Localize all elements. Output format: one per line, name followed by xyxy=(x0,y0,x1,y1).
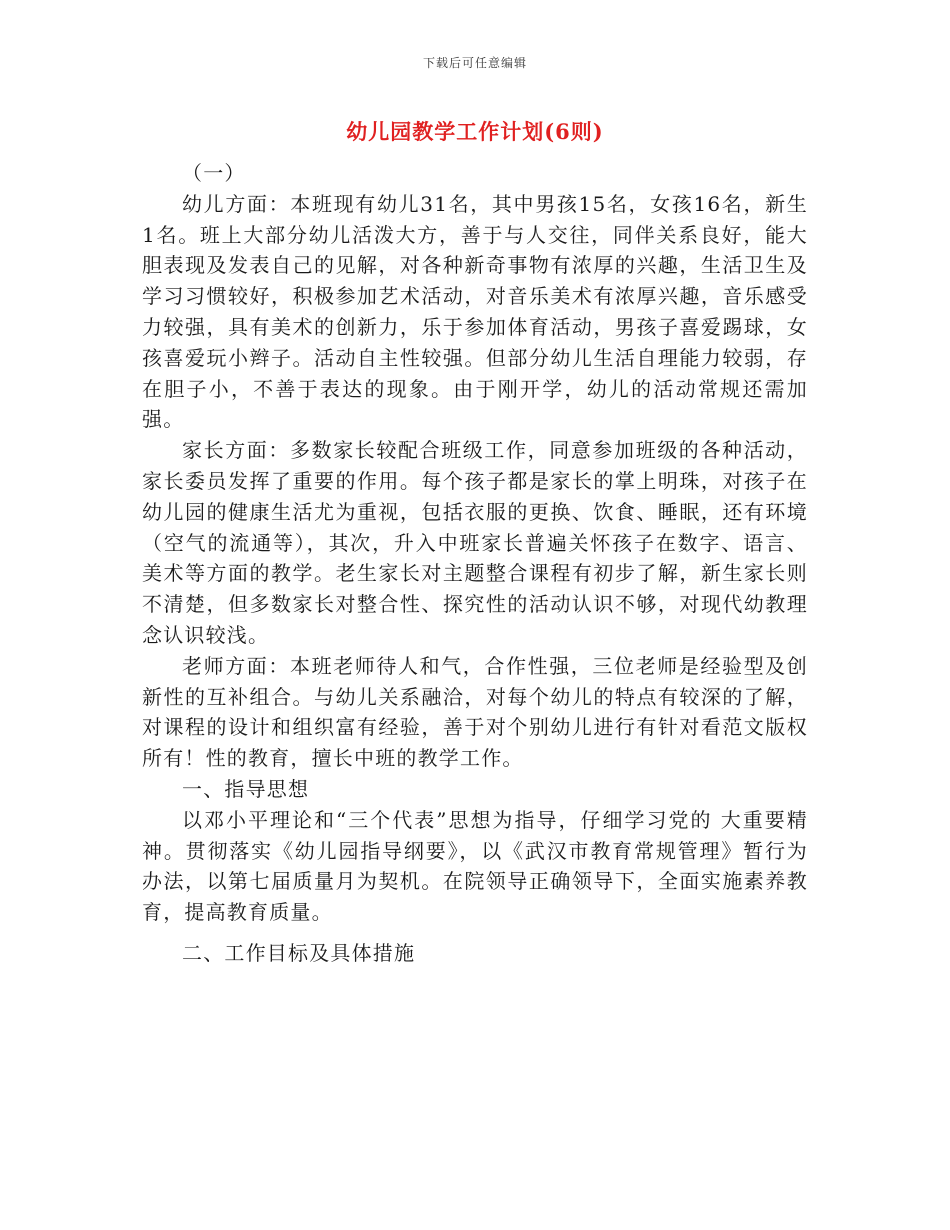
header-note: 下载后可任意编辑 xyxy=(422,56,527,70)
section-heading-guiding-thought: 一、指导思想 xyxy=(182,776,310,801)
paragraph-children: 幼儿方面：本班现有幼儿31名，其中男孩15名，女孩16名，新生1名。班上大部分幼儿活泼大方，善于与人交往，同伴关系良好，能大胆表现及发表自己的见解，对各种新奇事物有浓厚的兴趣，生活卫生及学习习惯较好，积极参加艺术活动，对音乐美术有浓厚兴趣，音乐感受力较强，具有美术的创新力，乐于参加体育活动，男孩子喜爱踢球，女孩喜爱玩小辫子。活动自主性较强。但部分幼儿生活自理能力较弱，存在胆子小，不善于表达的现象。由于刚开学，幼儿的活动常规还需加强。 xyxy=(142,191,808,432)
section-heading-work-goals: 二、工作目标及具体措施 xyxy=(182,940,416,965)
paragraph-guiding-thought: 以邓小平理论和“三个代表”思想为指导，仔细学习党的 大重要精神。贯彻落实《幼儿园指导纲要》，以《武汉市教育常规管理》暂行为办法，以第七届质量月为契机。在院领导正确领导下，全面实施素养教育，提高教育质量。 xyxy=(142,807,808,925)
document-title: 幼儿园教学工作计划(6则) xyxy=(346,119,604,144)
paragraph-parents: 家长方面：多数家长较配合班级工作，同意参加班级的各种活动，家长委员发挥了重要的作用。每个孩子都是家长的掌上明珠，对孩子在幼儿园的健康生活尤为重视，包括衣服的更换、饮食、睡眠，还有环境（空气的流通等），其次，升入中班家长普遍关怀孩子在数字、语言、美术等方面的教学。老生家长对主题整合课程有初步了解，新生家长则不清楚，但多数家长对整合性、探究性的活动认识不够，对现代幼教理念认识较浅。 xyxy=(142,438,808,647)
document-body xyxy=(142,158,808,969)
part-label: （一） xyxy=(182,161,246,185)
paragraph-teachers: 老师方面：本班老师待人和气，合作性强，三位老师是经验型及创新性的互补组合。与幼儿关系融洽，对每个幼儿的特点有较深的了解，对课程的设计和组织富有经验，善于对个别幼儿进行有针对看范文版权所有！性的教育，擅长中班的教学工作。 xyxy=(142,653,808,771)
